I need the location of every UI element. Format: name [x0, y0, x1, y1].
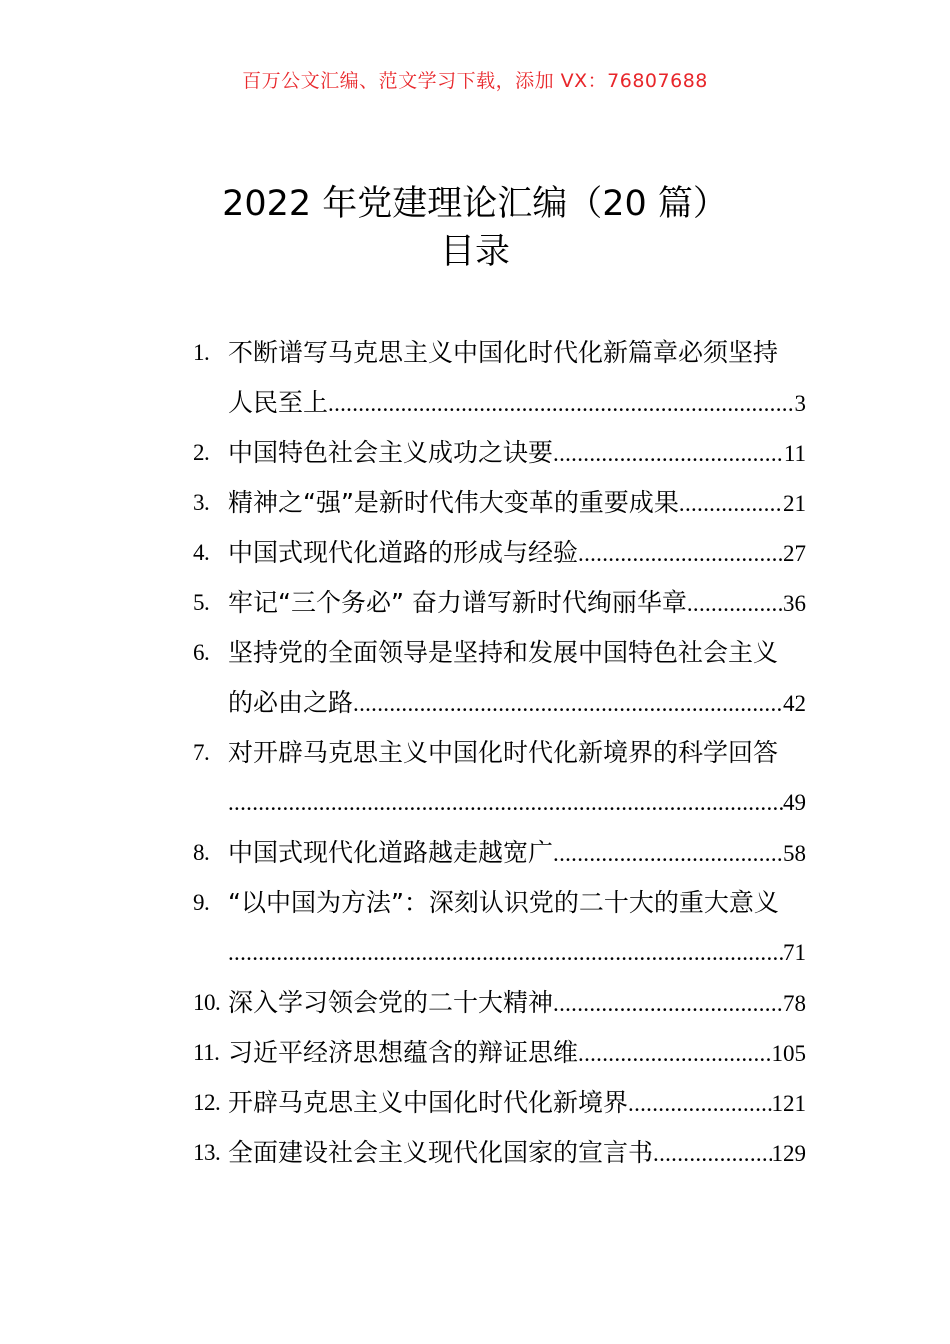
toc-entry-title: 对开辟马克思主义中国化时代化新境界的科学回答	[228, 738, 779, 767]
toc-item-7[interactable]	[193, 728, 806, 828]
toc-page-number: 78	[783, 991, 806, 1016]
toc-entry-title: 坚持党的全面领导是坚持和发展中国特色社会主义	[228, 638, 779, 667]
dot-leader	[628, 1079, 771, 1129]
toc-number: 11.	[193, 1040, 220, 1065]
toc-page-number: 21	[783, 491, 806, 516]
toc-number: 12.	[193, 1090, 221, 1115]
toc-number: 13.	[193, 1140, 221, 1165]
dot-leader	[228, 778, 783, 828]
toc-number: 4.	[193, 540, 210, 565]
toc-entry-title: 中国式现代化道路的形成与经验	[228, 538, 579, 567]
document-title: 2022 年党建理论汇编（20 篇）	[222, 184, 728, 224]
toc-number: 10.	[193, 990, 221, 1015]
toc-heading: 目录	[439, 232, 510, 272]
toc-number: 2.	[193, 440, 210, 465]
dot-leader	[228, 928, 783, 978]
toc-entry-title: 开辟马克思主义中国化时代化新境界	[228, 1088, 629, 1117]
toc-page-number: 11	[783, 441, 806, 466]
toc-page-number: 3	[794, 391, 806, 416]
toc-item-10[interactable]	[193, 978, 806, 1028]
toc-number: 5.	[193, 590, 210, 615]
dot-leader	[328, 379, 794, 429]
dot-leader	[553, 979, 783, 1029]
toc-item-6[interactable]	[193, 628, 806, 728]
toc-item-13[interactable]	[193, 1128, 806, 1178]
toc-entry-title: 深入学习领会党的二十大精神	[228, 988, 554, 1017]
toc-page-number: 49	[783, 790, 806, 815]
toc-page-number: 129	[771, 1141, 806, 1166]
toc-item-8[interactable]	[193, 828, 806, 878]
toc-page-number: 36	[783, 591, 806, 616]
toc-page-number: 58	[783, 841, 806, 866]
toc-entry-title: 中国特色社会主义成功之诀要	[228, 438, 554, 467]
toc-entry-title-cont: 人民至上	[228, 388, 329, 417]
toc-number: 7.	[193, 740, 210, 765]
toc-entry-title: 不断谱写马克思主义中国化时代化新篇章必须坚持	[228, 338, 779, 367]
toc-entry-title-cont: 的必由之路	[228, 688, 354, 717]
toc-item-3[interactable]	[193, 478, 806, 528]
toc-entry-title: 习近平经济思想蕴含的辩证思维	[228, 1038, 579, 1067]
toc-item-9[interactable]	[193, 878, 806, 978]
dot-leader	[353, 679, 783, 729]
toc-item-1[interactable]	[193, 328, 806, 428]
toc-item-5[interactable]	[193, 578, 806, 628]
toc-entry-title: 牢记“三个务必” 奋力谱写新时代绚丽华章	[228, 588, 687, 617]
toc-page-number: 105	[771, 1041, 806, 1066]
toc-entry-title: 全面建设社会主义现代化国家的宣言书	[228, 1138, 654, 1167]
toc-item-4[interactable]	[193, 528, 806, 578]
toc-entry-title: “以中国为方法”：深刻认识党的二十大的重大意义	[228, 888, 779, 917]
table-of-contents	[193, 328, 806, 1178]
dot-leader	[679, 479, 783, 529]
dot-leader	[578, 1029, 771, 1079]
toc-number: 8.	[193, 840, 210, 865]
toc-page-number: 121	[771, 1091, 806, 1116]
toc-page-number: 27	[783, 541, 806, 566]
toc-entry-title: 中国式现代化道路越走越宽广	[228, 838, 554, 867]
toc-item-11[interactable]	[193, 1028, 806, 1078]
toc-page-number: 71	[783, 940, 806, 965]
header-note: 百万公文汇编、范文学习下载，添加 VX：76807688	[242, 70, 708, 92]
dot-leader	[653, 1129, 771, 1179]
toc-number: 1.	[193, 340, 210, 365]
toc-item-12[interactable]	[193, 1078, 806, 1128]
toc-entry-title: 精神之“强”是新时代伟大变革的重要成果	[228, 488, 679, 517]
dot-leader	[553, 429, 784, 479]
dot-leader	[553, 829, 783, 879]
dot-leader	[687, 579, 783, 629]
dot-leader	[578, 529, 783, 579]
toc-number: 6.	[193, 640, 210, 665]
toc-page-number: 42	[783, 691, 806, 716]
toc-number: 9.	[193, 890, 210, 915]
toc-item-2[interactable]	[193, 428, 806, 478]
toc-number: 3.	[193, 490, 210, 515]
